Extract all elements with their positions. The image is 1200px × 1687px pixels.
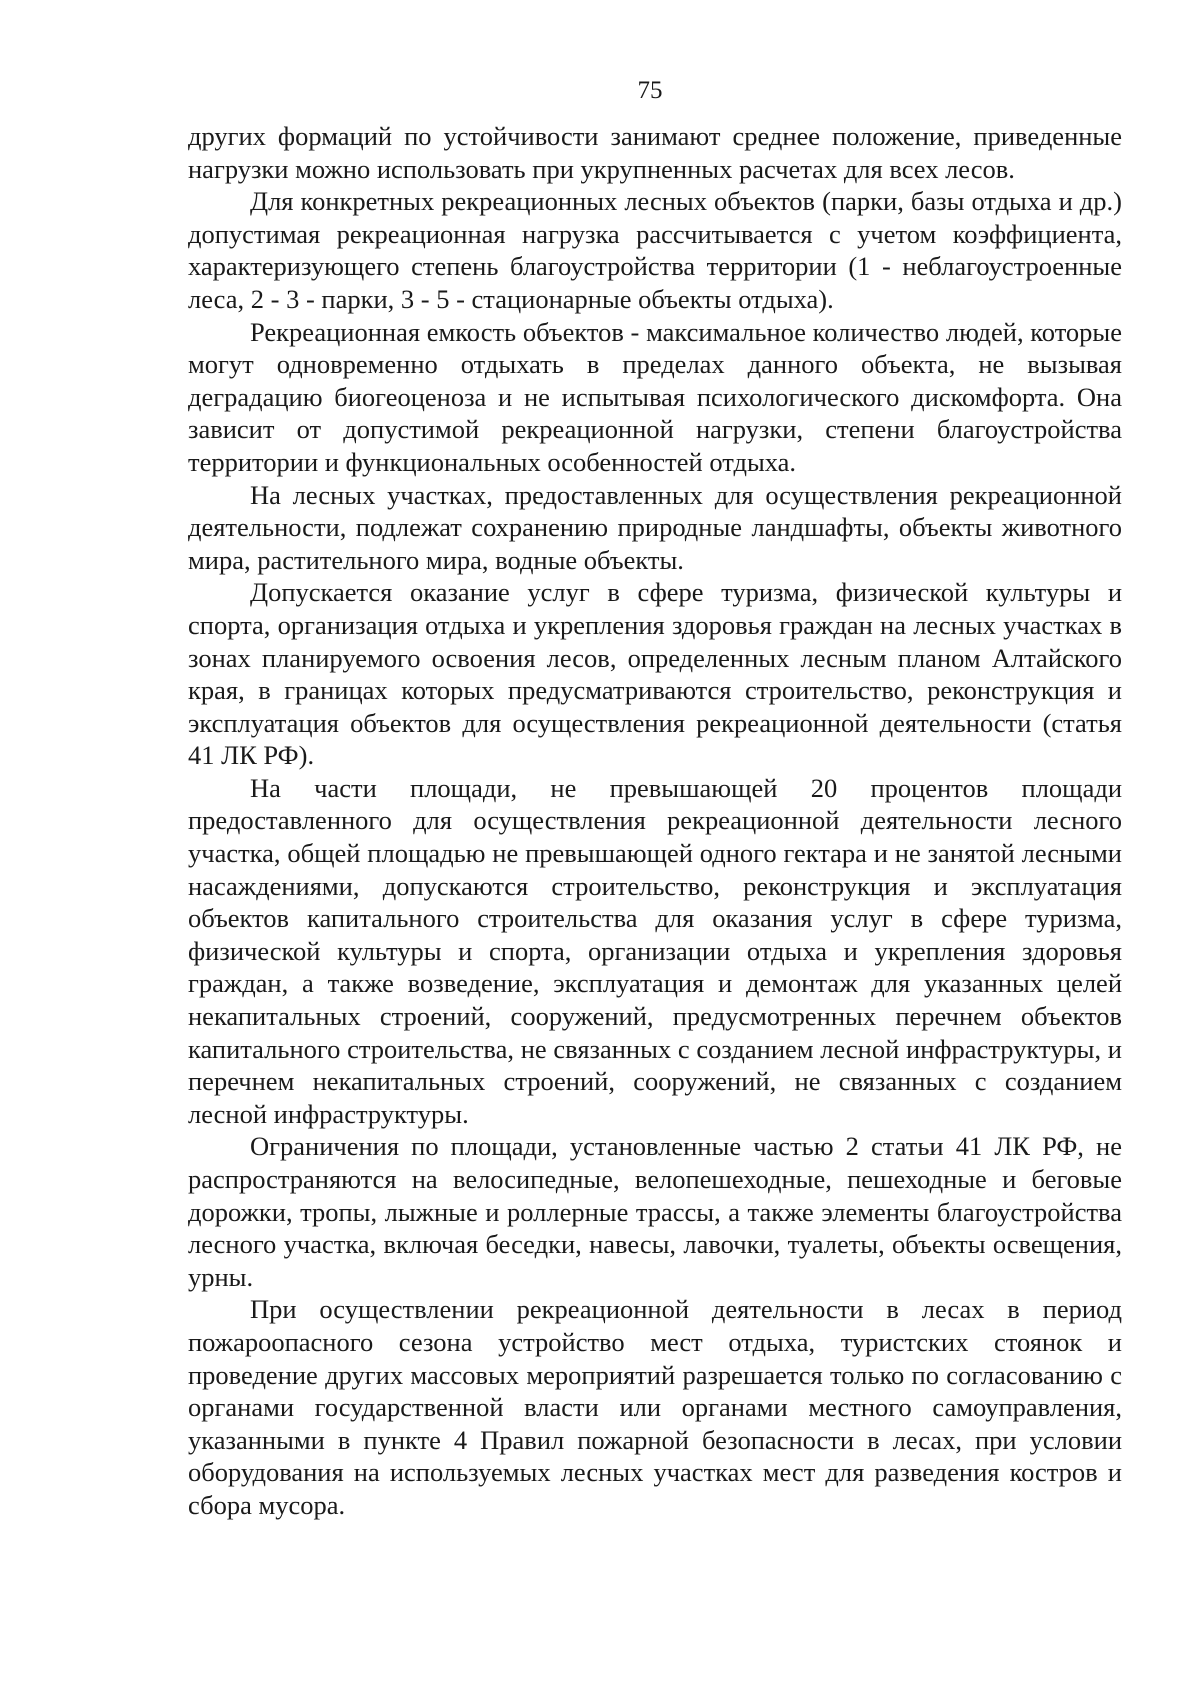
paragraph-fire-season: При осуществлении рекреационной деятельности в лесах в период пожароопасного сезона устройство мест отдыха, туристских стоянок и проведение других массовых мероприятий разрешается только по согласованию с органами государственной власти или органами местного самоуправления, указанными в пункте 4 Правил пожарной безопасности в лесах, при условии оборудования на используемых лесных участках мест для разведения костров и сбора мусора. xyxy=(188,1294,1122,1520)
paragraph-area-restrictions: Ограничения по площади, установленные частью 2 статьи 41 ЛК РФ, не распространяются на велосипедные, велопешеходные, пешеходные и беговые дорожки, тропы, лыжные и роллерные трассы, а также элементы благоустройства лесного участка, включая беседки, навесы, лавочки, туалеты, объекты освещения, урны. xyxy=(188,1131,1122,1292)
page-number: 75 xyxy=(637,77,663,104)
paragraph-continuation: других формаций по устойчивости занимают среднее положение, приведенные нагрузки можно использовать при укрупненных расчетах для всех лесов. xyxy=(188,121,1122,184)
paragraph-recreational-capacity: Рекреационная емкость объектов - максимальное количество людей, которые могут одновременно отдыхать в пределах данного объекта, не вызывая деградацию биогеоценоза и не испытывая психологического дискомфорта. Она зависит от допустимой рекреационной нагрузки, степени благоустройства территории и функциональных особенностей отдыха. xyxy=(188,316,1122,477)
paragraph-recreational-load: Для конкретных рекреационных лесных объектов (парки, базы отдыха и др.) допустимая рекреационная нагрузка рассчитывается с учетом коэффициента, характеризующего степень благоустройства территории (1 - неблагоустроенные леса, 2 - 3 - парки, 3 - 5 - стационарные объекты отдыха). xyxy=(188,186,1122,314)
paragraph-permitted-services: Допускается оказание услуг в сфере туризма, физической культуры и спорта, организация отдыха и укрепления здоровья граждан на лесных участках в зонах планируемого освоения лесов, определенных лесным планом Алтайского края, в границах которых предусматриваются строительство, реконструкция и эксплуатация объектов для осуществления рекреационной деятельности (статья 41 ЛК РФ). xyxy=(188,577,1122,771)
document-body xyxy=(188,120,1122,1522)
paragraph-landscape-preservation: На лесных участках, предоставленных для осуществления рекреационной деятельности, подлежат сохранению природные ландшафты, объекты животного мира, растительного мира, водные объекты. xyxy=(188,479,1122,575)
paragraph-area-limit: На части площади, не превышающей 20 процентов площади предоставленного для осуществления рекреационной деятельности лесного участка, общей площадью не превышающей одного гектара и не занятой лесными насаждениями, допускаются строительство, реконструкция и эксплуатация объектов капитального строительства для оказания услуг в сфере туризма, физической культуры и спорта, организации отдыха и укрепления здоровья граждан, а также возведение, эксплуатация и демонтаж для указанных целей некапитальных строений, сооружений, предусмотренных перечнем объектов капитального строительства, не связанных с созданием лесной инфраструктуры, и перечнем некапитальных строений, сооружений, не связанных с созданием лесной инфраструктуры. xyxy=(188,772,1122,1129)
